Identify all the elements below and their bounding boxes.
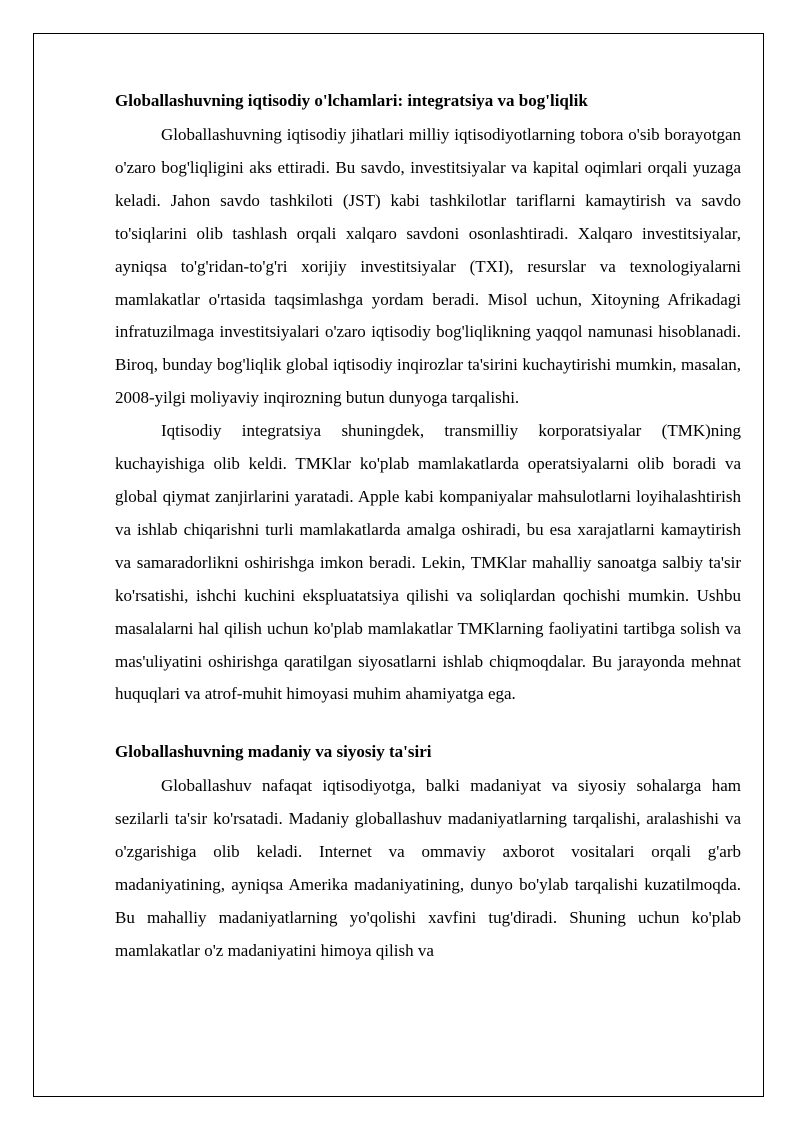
document-body [115, 88, 741, 968]
section-heading-cultural: Globallashuvning madaniy va siyosiy ta'siri [115, 742, 432, 762]
paragraph-economic-2: Iqtisodiy integratsiya shuningdek, transmilliy korporatsiyalar (TMK)ning kuchayishiga olib keldi. TMKlar ko'plab mamlakatlarda operatsiyalarni olib boradi va global qiymat zanjirlarini yaratadi. Apple kabi kompaniyalar mahsulotlarni loyihalashtirish va ishlab chiqarishni turli mamlakatlarda amalga oshiradi, bu esa xarajatlarni kamaytirish va samaradorlikni oshirishga imkon beradi. Lekin, TMKlar mahalliy sanoatga salbiy ta'sir ko'rsatishi, ishchi kuchini ekspluatatsiya qilishi va soliqlardan qochishi mumkin. Ushbu masalalarni hal qilish uchun ko'plab mamlakatlar TMKlarning faoliyatini tartibga solish va mas'uliyatini oshirishga qaratilgan siyosatlarni ishlab chiqmoqdalar. Bu jarayonda mehnat huquqlari va atrof-muhit himoyasi muhim ahamiyatga ega. [115, 421, 741, 704]
paragraph-economic-1: Globallashuvning iqtisodiy jihatlari milliy iqtisodiyotlarning tobora o'sib borayotgan o'zaro bog'liqligini aks ettiradi. Bu savdo, investitsiyalar va kapital oqimlari orqali yuzaga keladi. Jahon savdo tashkiloti (JST) kabi tashkilotlar tariflarni kamaytirish va savdo to'siqlarini olib tashlash orqali xalqaro savdoni osonlashtiradi. Xalqaro investitsiyalar, ayniqsa to'g'ridan-to'g'ri xorijiy investitsiyalar (TXI), resurslar va texnologiyalarni mamlakatlar o'rtasida taqsimlashga yordam beradi. Misol uchun, Xitoyning Afrikadagi infratuzilmaga investitsiyalari o'zaro iqtisodiy bog'liqlikning yaqqol namunasi hisoblanadi. Biroq, bunday bog'liqlik global iqtisodiy inqirozlar ta'sirini kuchaytirishi mumkin, masalan, 2008-yilgi moliyaviy inqirozning butun dunyoga tarqalishi. [115, 125, 741, 408]
paragraph-cultural-1: Globallashuv nafaqat iqtisodiyotga, balki madaniyat va siyosiy sohalarga ham sezilarli ta'sir ko'rsatadi. Madaniy globallashuv madaniyatlarning tarqalishi, aralashishi va o'zgarishiga olib keladi. Internet va ommaviy axborot vositalari orqali g'arb madaniyatining, ayniqsa Amerika madaniyatining, dunyo bo'ylab tarqalishi kuzatilmoqda. Bu mahalliy madaniyatlarning yo'qolishi xavfini tug'diradi. Shuning uchun ko'plab mamlakatlar o'z madaniyatini himoya qilish va [115, 776, 741, 960]
section-heading-economic: Globallashuvning iqtisodiy o'lchamlari: integratsiya va bog'liqlik [115, 91, 588, 110]
